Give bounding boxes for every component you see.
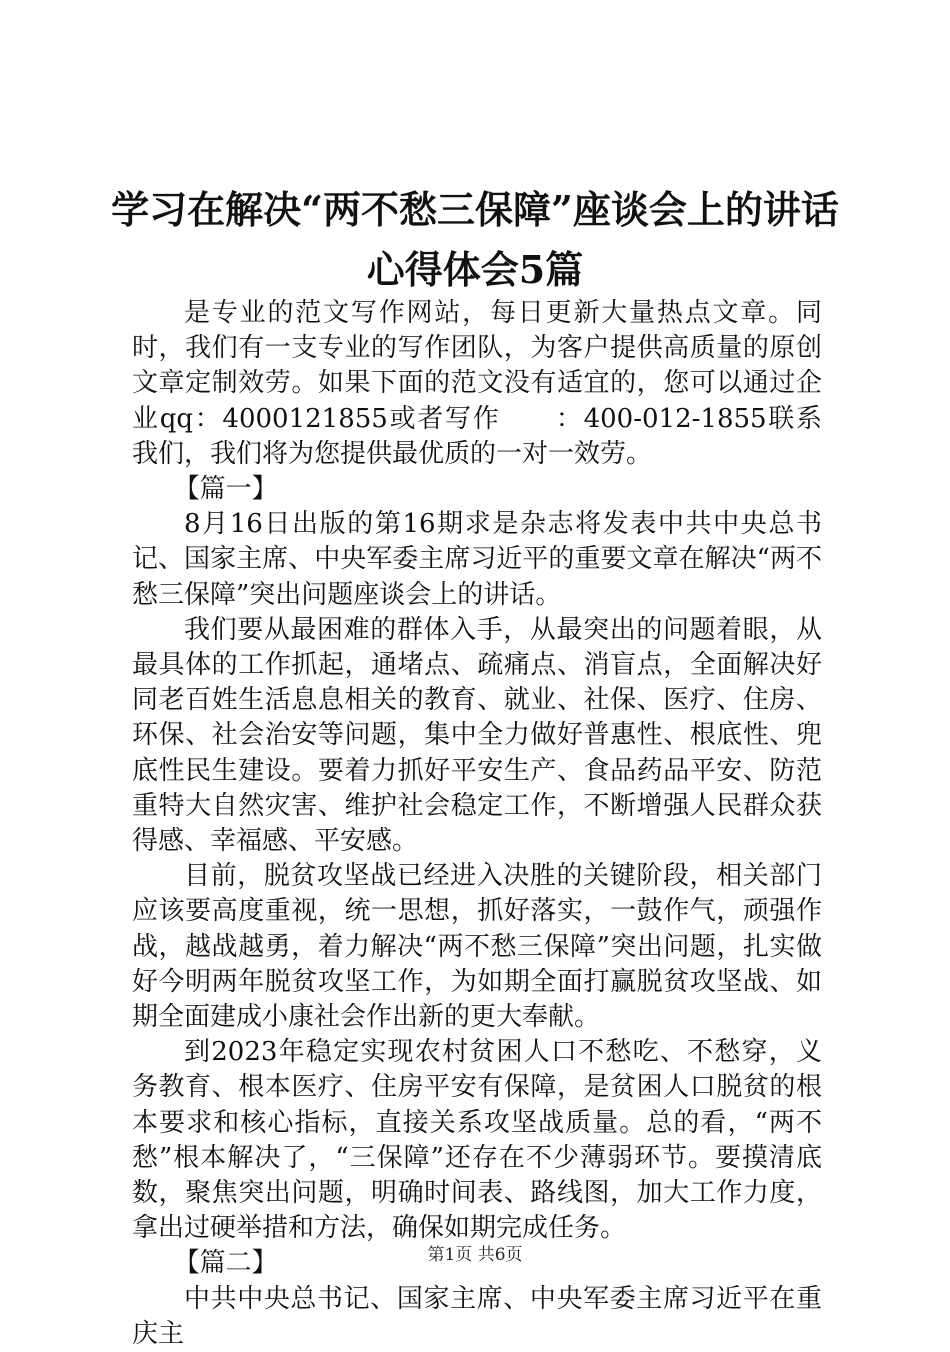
body-paragraph: 目前，脱贫攻坚战已经进入决胜的关键阶段，相关部门应该要高度重视，统一思想，抓好落实，一鼓作气，顽强作战，越战越勇，着力解决“两不愁三保障”突出问题，扎实做好今明两年脱贫攻坚工作，为如期全面打赢脱贫攻坚战、如期全面建成小康社会作出新的更大奉献。 xyxy=(132,861,822,1033)
body-paragraph: 到2023年稳定实现农村贫困人口不愁吃、不愁穿，义务教育、根本医疗、住房平安有保障，是贫困人口脱贫的根本要求和核心指标，直接关系攻坚战质量。总的看，“两不愁”根本解决了，“三保障”还存在不少薄弱环节。要摸清底数，聚焦突出问题，明确时间表、路线图，加大工作力度，拿出过硬举措和方法，确保如期完成任务。 xyxy=(132,1037,822,1244)
body-paragraph: 我们要从最困难的群体入手，从最突出的问题着眼，从最具体的工作抓起，通堵点、疏痛点、消盲点，全面解决好同老百姓生活息息相关的教育、就业、社保、医疗、住房、环保、社会治安等问题，集中全力做好普惠性、根底性、兜底性民生建设。要着力抓好平安生产、食品药品平安、防范重特大自然灾害、维护社会稳定工作，不断增强人民群众获得感、幸福感、平安感。 xyxy=(132,614,822,857)
document-body xyxy=(132,296,822,1352)
document-title-line-2: 心得体会5篇 xyxy=(366,247,584,292)
document-title-line-1: 学习在解决“两不愁三保障”座谈会上的讲话 xyxy=(111,187,839,232)
body-paragraph-truncated: 中共中央总书记、国家主席、中央军委主席习近平在重庆主 xyxy=(132,1283,822,1349)
section-heading-2: 【篇二】 xyxy=(173,1248,278,1279)
body-paragraph: 8月16日出版的第16期求是杂志将发表中共中央总书记、国家主席、中央军委主席习近平的重要文章在解决“两不愁三保障”突出问题座谈会上的讲话。 xyxy=(132,509,822,610)
page-number-footer: 第1页 共6页 xyxy=(427,1245,523,1265)
section-heading-1: 【篇一】 xyxy=(173,474,278,505)
intro-paragraph: 是专业的范文写作网站，每日更新大量热点文章。同时，我们有一支专业的写作团队，为客户提供高质量的原创文章定制效劳。如果下面的范文没有适宜的，您可以通过企业qq：4000121855或者写作 ：400-012-1855联系我们，我们将为您提供最优质的一对一效劳。 xyxy=(132,298,822,469)
